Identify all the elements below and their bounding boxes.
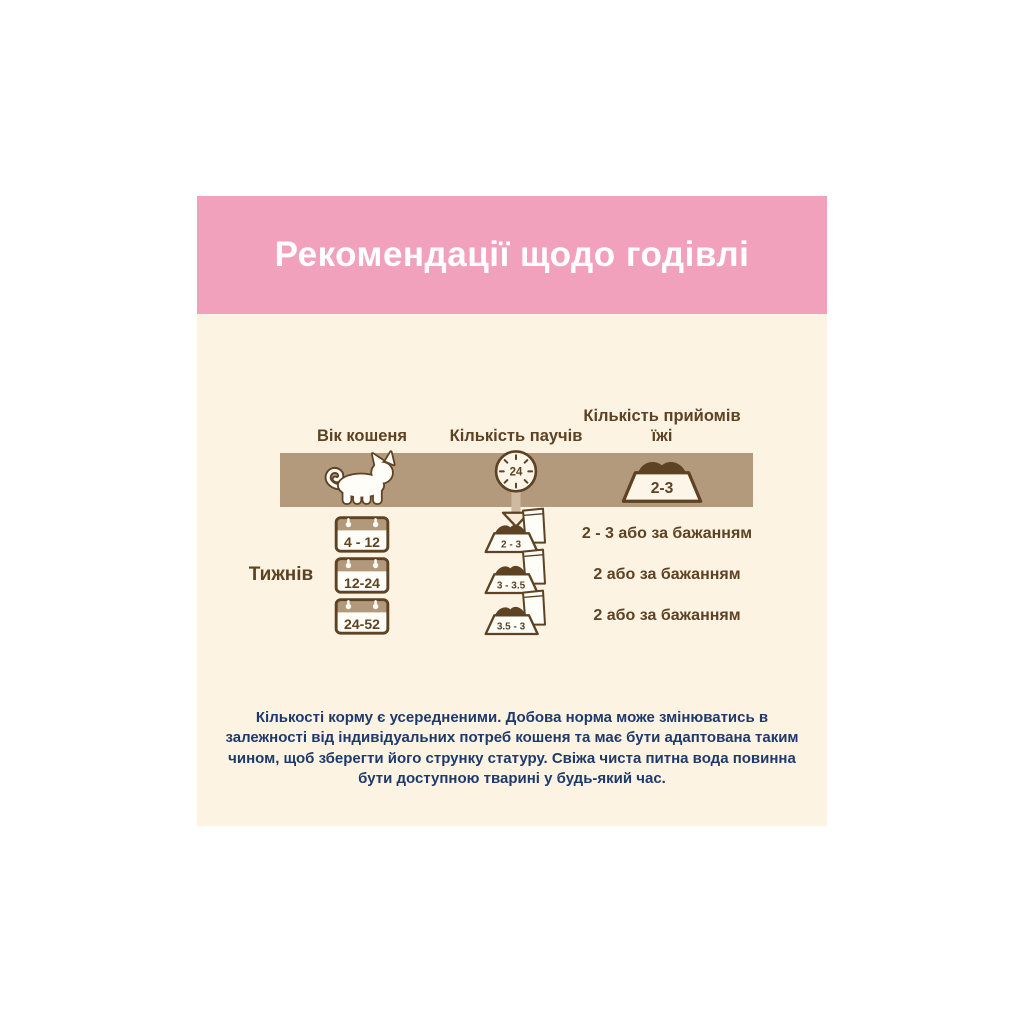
icon-band <box>280 453 753 507</box>
page-title: Рекомендації щодо годівлі <box>274 235 750 274</box>
column-header-meals: Кількість прийомів їжі <box>583 406 741 445</box>
meals-text: 2 або за бажанням <box>593 607 741 624</box>
card-header <box>197 196 827 314</box>
calendar-icon <box>333 513 391 555</box>
weeks-axis-label: Тижнів <box>248 564 314 585</box>
table-row <box>197 596 827 636</box>
feeding-guide-card <box>197 196 827 826</box>
age-range: 24-52 <box>344 616 380 633</box>
feeding-note: Кількості корму є усередненими. Добова норма може змінюватись в залежності від індивідуальних потреб кошеня та має бути адаптована таким чином, щоб зберегти його струнку статуру. Свіжа чиста питна вода повинна бути доступною тварині у будь-який час. <box>225 709 799 787</box>
column-header-age: Вік кошеня <box>317 426 407 445</box>
age-range: 4 - 12 <box>344 534 380 551</box>
pouch-count: 3.5 - 3 <box>496 621 526 633</box>
bowl-value: 2-3 <box>650 479 674 497</box>
meals-text: 2 - 3 або за бажанням <box>581 525 753 542</box>
calendar-icon <box>333 595 391 637</box>
calendar-icon <box>333 554 391 596</box>
pouch-count: 2 - 3 <box>500 539 522 551</box>
column-header-pouches: Кількість паучів <box>449 426 583 445</box>
meals-text: 2 або за бажанням <box>593 566 741 583</box>
age-range: 12-24 <box>344 575 380 592</box>
clock-value: 24 <box>509 466 523 479</box>
pouch-count: 3 - 3.5 <box>496 580 526 592</box>
cat-icon <box>320 449 402 508</box>
food-bowl-icon <box>616 457 708 505</box>
